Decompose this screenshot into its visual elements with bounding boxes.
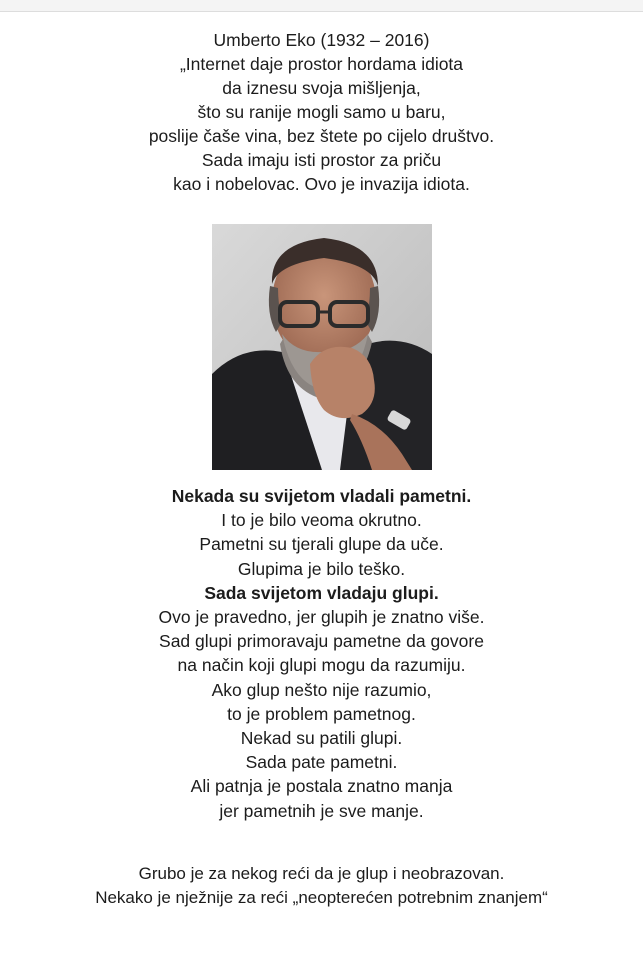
- closing-line: Grubo je za nekog reći da je glup i neobrazovan.: [138, 864, 505, 883]
- closing-line: Nekako je nježnije za reći „neopterećen potrebnim znanjem“: [95, 888, 548, 907]
- poem-line: Pametni su tjerali glupe da uče.: [199, 534, 444, 555]
- poem-line: Glupima je bilo teško.: [237, 558, 406, 579]
- quote-line: što su ranije mogli samo u baru,: [197, 102, 446, 122]
- poem-line: Ovo je pravedno, jer glupih je znatno više.: [158, 607, 485, 628]
- closing-remark: [0, 862, 643, 910]
- poem-line: to je problem pametnog.: [227, 703, 416, 724]
- quote-line: kao i nobelovac. Ovo je invazija idiota.: [173, 174, 470, 194]
- poem-line: Sada svijetom vladaju glupi.: [204, 582, 439, 603]
- quote-line: poslije čaše vina, bez štete po cijelo društvo.: [148, 126, 495, 146]
- poem-line: Nekad su patili glupi.: [240, 728, 403, 749]
- poem-line: I to je bilo veoma okrutno.: [221, 510, 422, 531]
- poem-line: na način koji glupi mogu da razumiju.: [177, 655, 466, 676]
- eco-quote: [0, 28, 643, 196]
- author-portrait-photo: [212, 224, 432, 470]
- poem: [0, 484, 643, 823]
- poem-line: Ako glup nešto nije razumio,: [211, 679, 432, 700]
- quote-line: Sada imaju isti prostor za priču: [201, 150, 442, 170]
- quote-author-line: Umberto Eko (1932 – 2016): [213, 30, 430, 50]
- top-divider-bar: [0, 0, 643, 12]
- poem-line: Ali patnja je postala znatno manja: [190, 776, 453, 797]
- poem-line: Sad glupi primoravaju pametne da govore: [159, 631, 484, 652]
- poem-line: Nekada su svijetom vladali pametni.: [171, 486, 472, 506]
- quote-line: da iznesu svoja mišljenja,: [222, 78, 421, 98]
- poem-line: jer pametnih je sve manje.: [219, 800, 424, 821]
- quote-line: „Internet daje prostor hordama idiota: [179, 54, 464, 74]
- poem-line: Sada pate pametni.: [245, 752, 398, 773]
